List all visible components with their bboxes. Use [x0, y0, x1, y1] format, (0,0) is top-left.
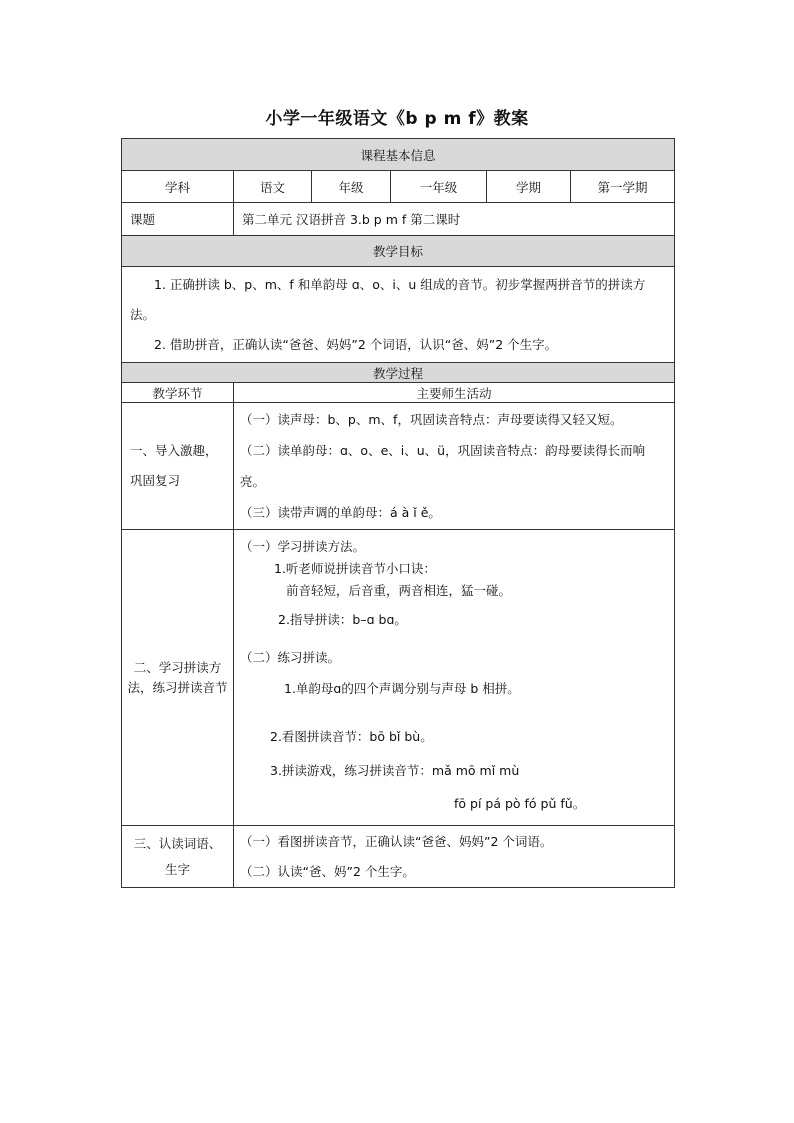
stage-1-name-line1: 一、导入激趣，	[130, 443, 218, 458]
term-label: 学期	[487, 171, 571, 203]
stage-2-line-8: 3.拼读游戏，练习拼读音节：mǎ mō mǐ mù	[270, 763, 520, 778]
goal-item-1: 1. 正确拼读 b、p、m、f 和单韵母 ɑ、o、i、u 组成的音节。初步掌握两拼音节的拼读方法。	[130, 276, 646, 322]
stage-3-activities	[234, 826, 675, 888]
stage-1-activities	[234, 403, 675, 530]
stage-2-name	[122, 530, 234, 826]
stage-2-line-9: fō pí pá pò fó pǔ fǔ。	[454, 796, 586, 811]
stage-3-name-line1: 三、认读词语、	[133, 835, 222, 851]
goal-item-2: 2. 借助拼音，正确认读“爸爸、妈妈”2 个词语，认识“爸、妈”2 个生字。	[154, 336, 558, 352]
stage-3-line-1: （一）看图拼读音节，正确认读“爸爸、妈妈”2 个词语。	[240, 833, 553, 849]
stage-2-activities	[234, 530, 675, 826]
stage-2-line-3: 前音轻短，后音重，两音相连，猛一碰。	[286, 583, 512, 598]
topic-label: 课题	[122, 203, 234, 236]
stage-2-line-7: 2.看图拼读音节：bō bǐ bù。	[270, 729, 433, 744]
subject-value: 语文	[234, 171, 312, 203]
goals-content	[122, 267, 675, 363]
stage-2-line-2: 1.听老师说拼读音节小口诀：	[274, 561, 436, 576]
stage-1-name-line2: 巩固复习	[130, 473, 181, 488]
process-header: 教学过程	[122, 363, 675, 383]
stage-2-line-5: （二）练习拼读。	[240, 650, 341, 665]
stage-3-name	[122, 826, 234, 888]
stage-1-name	[122, 403, 234, 530]
goals-header: 教学目标	[122, 236, 675, 267]
stage-2-name-text: 二、学习拼读方法，练习拼读音节	[127, 659, 228, 695]
term-value: 第一学期	[571, 171, 675, 203]
stage-2-line-1: （一）学习拼读方法。	[240, 539, 366, 554]
course-info-header: 课程基本信息	[122, 139, 675, 171]
stage-1-line-2: （二）读单韵母：ɑ、o、e、i、u、ü，巩固读音特点：韵母要读得长而响亮。	[240, 443, 646, 489]
lesson-plan-table	[121, 138, 675, 888]
subject-label: 学科	[122, 171, 234, 203]
stage-2-line-4: 2.指导拼读：b–ɑ bɑ。	[278, 612, 407, 627]
topic-value: 第二单元 汉语拼音 3.b p m f 第二课时	[234, 203, 675, 236]
stage-1-line-1: （一）读声母：b、p、m、f，巩固读音特点：声母要读得又轻又短。	[240, 412, 623, 427]
document-title: 小学一年级语文《b p m f》教案	[265, 109, 529, 129]
stage-3-name-line2: 生字	[164, 861, 190, 877]
grade-label: 年级	[312, 171, 391, 203]
stage-3-line-2: （二）认读“爸、妈”2 个生字。	[240, 863, 415, 879]
col-stage-heading: 教学环节	[122, 383, 234, 403]
grade-value: 一年级	[391, 171, 487, 203]
col-activity-heading: 主要师生活动	[234, 383, 675, 403]
stage-1-line-3: （三）读带声调的单韵母：á à ǐ ě。	[240, 505, 441, 520]
stage-2-line-6: 1.单韵母ɑ的四个声调分别与声母 b 相拼。	[284, 681, 520, 696]
